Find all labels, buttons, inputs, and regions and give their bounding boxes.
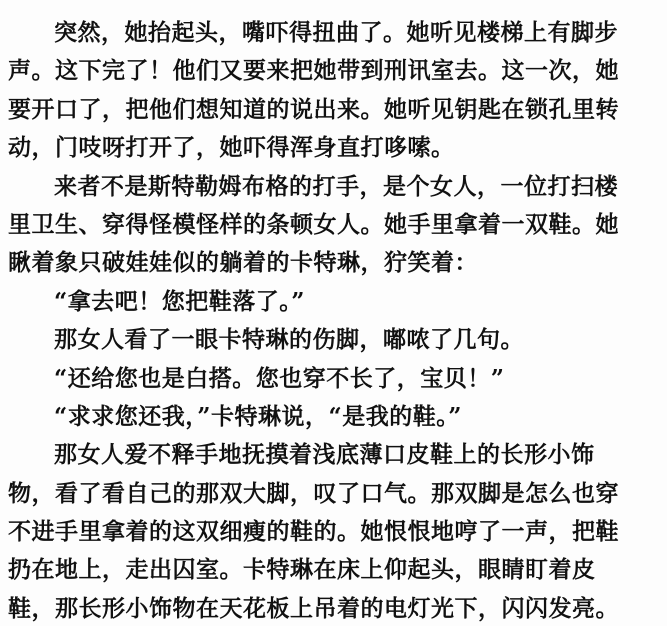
body-text	[8, 14, 648, 628]
text-line: 里卫生、穿得怪模怪样的条顿女人。她手里拿着一双鞋。她	[8, 210, 619, 238]
text-line: 突然，她抬起头，嘴吓得扭曲了。她听见楼梯上有脚步	[54, 19, 618, 46]
text-line: 瞅着象只破娃娃似的躺着的卡特琳，狞笑着：	[8, 249, 478, 277]
text-line: 鞋，那长形小饰物在天花板上吊着的电灯光下，闪闪发亮。	[8, 594, 619, 622]
text-line: 声。这下完了！他们又要来把她带到刑讯室去。这一次，她	[8, 57, 619, 85]
text-line: 要开口了，把他们想知道的说出来。她听见钥匙在锁孔里转	[8, 95, 619, 123]
text-line: “拿去吧！您把鞋落了。”	[54, 287, 305, 315]
text-line: 那女人看了一眼卡特琳的伤脚，嘟哝了几句。	[54, 326, 524, 354]
text-line: “求求您还我，”卡特琳说，“是我的鞋。”	[54, 402, 462, 430]
text-line: 物，看了看自己的那双大脚，叹了口气。那双脚是怎么也穿	[8, 479, 619, 507]
text-line: 那女人爱不释手地抚摸着浅底薄口皮鞋上的长形小饰	[54, 441, 595, 469]
text-line: 扔在地上，走出囚室。卡特琳在床上仰起头，眼睛盯着皮	[8, 556, 596, 584]
text-line: “还给您也是白搭。您也穿不长了，宝贝！”	[54, 364, 505, 392]
text-line: 动，门吱呀打开了，她吓得浑身直打哆嗦。	[8, 134, 455, 162]
text-line: 来者不是斯特勒姆布格的打手，是个女人，一位打扫楼	[54, 172, 618, 200]
text-line: 不进手里拿着的这双细瘦的鞋的。她恨恨地哼了一声，把鞋	[8, 518, 619, 546]
